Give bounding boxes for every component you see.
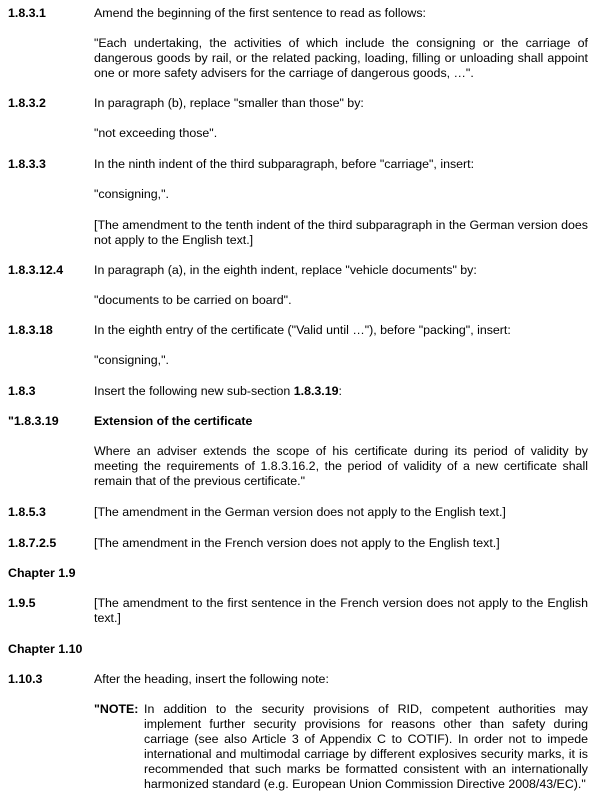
section-number: 1.8.5.3 xyxy=(8,505,46,519)
section-number: 1.8.3.12.4 xyxy=(8,263,64,277)
new-subsection-ref: 1.8.3.19 xyxy=(293,384,339,398)
note-label: "NOTE: xyxy=(94,702,139,716)
section-number: 1.8.3.18 xyxy=(8,323,53,337)
item-1-8-3-3 xyxy=(8,157,588,172)
subsection-body: Where an adviser extends the scope of his certificate during its period of validity by meeting the requirements of 1.8.3.16.2, the period of validity of a new certificate shall remain that of the previous certificate." xyxy=(94,444,588,488)
item-1-8-3-1 xyxy=(8,6,588,21)
bracket-note: [The amendment to the first sentence in the French version does not apply to the English text.] xyxy=(94,596,588,625)
item-1-10-3 xyxy=(8,672,588,687)
instruction-tail: : xyxy=(338,384,342,398)
quoted-text: "consigning,". xyxy=(94,353,169,367)
note-text: In addition to the security provisions of RID, competent authorities may implement further security provisions for reasons other than safety during carriage (see also Article 3 of Appendix C to COTIF). In order not to impede international and multimodal carriage by different explosives security marks, it is recommended that such marks be formatted consistent with an internationally harmonized standard (e.g. European Union Commission Directive 2008/43/EC)." xyxy=(144,702,588,791)
section-number: 1.10.3 xyxy=(8,672,43,686)
bracket-note: [The amendment in the French version does not apply to the English text.] xyxy=(94,536,500,550)
section-number: 1.8.3.3 xyxy=(8,157,46,171)
item-1-8-3-2 xyxy=(8,96,588,111)
section-number: "1.8.3.19 xyxy=(8,414,59,428)
section-number: 1.8.3 xyxy=(8,384,36,398)
instruction-text: In the eighth entry of the certificate ("Valid until …"), before "packing", insert: xyxy=(94,323,511,337)
section-number: 1.9.5 xyxy=(8,596,36,610)
instruction-lead: Insert the following new sub-section xyxy=(94,384,294,398)
quoted-text: "not exceeding those". xyxy=(94,126,218,140)
instruction-text: In paragraph (b), replace "smaller than those" by: xyxy=(94,96,364,110)
quoted-text: "Each undertaking, the activities of which include the consigning or the carriage of dangerous goods by rail, or the related packing, loading, filling or unloading shall appoint one or more safety advisers for the carriage of dangerous goods, …". xyxy=(94,36,588,80)
item-1-8-3-19 xyxy=(8,414,588,429)
instruction-text: Amend the beginning of the first sentence to read as follows: xyxy=(94,6,426,20)
instruction-text: In paragraph (a), in the eighth indent, replace "vehicle documents" by: xyxy=(94,263,477,277)
bracket-note: [The amendment to the tenth indent of the third subparagraph in the German version does not apply to the English text.] xyxy=(94,218,588,247)
subsection-heading: Extension of the certificate xyxy=(94,414,253,428)
item-1-8-3 xyxy=(8,384,588,399)
item-1-9-5 xyxy=(8,596,588,626)
item-1-8-5-3 xyxy=(8,505,588,520)
instruction-text xyxy=(94,384,588,399)
quoted-text: "consigning,". xyxy=(94,187,169,201)
instruction-text: After the heading, insert the following note: xyxy=(94,672,329,686)
instruction-text: In the ninth indent of the third subparagraph, before "carriage", insert: xyxy=(94,157,475,171)
section-number: 1.8.3.1 xyxy=(8,6,46,20)
section-number: 1.8.7.2.5 xyxy=(8,536,57,550)
quoted-text: "documents to be carried on board". xyxy=(94,293,292,307)
note-block xyxy=(94,702,588,792)
chapter-heading-1-10: Chapter 1.10 xyxy=(8,642,83,656)
item-1-8-3-12-4 xyxy=(8,263,588,278)
chapter-heading-1-9: Chapter 1.9 xyxy=(8,566,76,580)
bracket-note: [The amendment in the German version does not apply to the English text.] xyxy=(94,505,506,519)
item-1-8-3-18 xyxy=(8,323,588,338)
item-1-8-7-2-5 xyxy=(8,536,588,551)
section-number: 1.8.3.2 xyxy=(8,96,46,110)
